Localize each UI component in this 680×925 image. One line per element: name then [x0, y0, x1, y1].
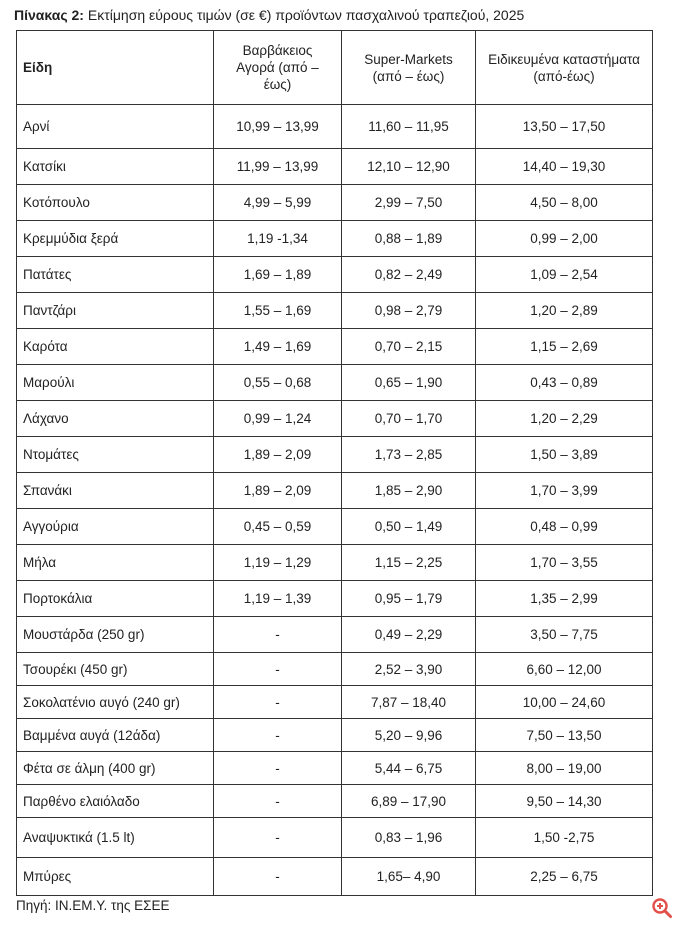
item-cell: Αγγούρια	[17, 509, 214, 545]
item-cell: Καρότα	[17, 329, 214, 365]
specialty-price-cell: 0,48 – 0,99	[476, 509, 653, 545]
specialty-price-cell: 0,99 – 2,00	[476, 221, 653, 257]
specialty-price-cell: 1,50 – 3,89	[476, 437, 653, 473]
supermarket-price-cell: 0,95 – 1,79	[342, 581, 476, 617]
market-price-cell: 1,69 – 1,89	[214, 257, 342, 293]
item-cell: Φέτα σε άλμη (400 gr)	[17, 752, 214, 785]
source-note: Πηγή: ΙΝ.ΕΜ.Υ. της ΕΣΕΕ	[16, 898, 170, 913]
supermarket-price-cell: 0,70 – 1,70	[342, 401, 476, 437]
market-price-cell: -	[214, 686, 342, 719]
supermarket-price-cell: 5,44 – 6,75	[342, 752, 476, 785]
table-row	[17, 257, 653, 293]
market-price-cell: 1,55 – 1,69	[214, 293, 342, 329]
market-price-cell: 0,45 – 0,59	[214, 509, 342, 545]
header-items: Είδη	[17, 31, 214, 105]
specialty-price-cell: 1,20 – 2,89	[476, 293, 653, 329]
supermarket-price-cell: 0,83 – 1,96	[342, 818, 476, 858]
specialty-price-cell: 0,43 – 0,89	[476, 365, 653, 401]
item-cell: Κρεμμύδια ξερά	[17, 221, 214, 257]
market-price-cell: 11,99 – 13,99	[214, 149, 342, 185]
specialty-price-cell: 1,09 – 2,54	[476, 257, 653, 293]
specialty-price-cell: 2,25 – 6,75	[476, 858, 653, 896]
table-row	[17, 185, 653, 221]
item-cell: Μαρούλι	[17, 365, 214, 401]
item-cell: Λάχανο	[17, 401, 214, 437]
item-cell: Κατσίκι	[17, 149, 214, 185]
table-row	[17, 617, 653, 653]
market-price-cell: 0,55 – 0,68	[214, 365, 342, 401]
specialty-price-cell: 1,50 -2,75	[476, 818, 653, 858]
specialty-price-cell: 13,50 – 17,50	[476, 105, 653, 149]
market-price-cell: -	[214, 858, 342, 896]
item-cell: Τσουρέκι (450 gr)	[17, 653, 214, 686]
table-row	[17, 293, 653, 329]
market-price-cell: 1,89 – 2,09	[214, 437, 342, 473]
supermarket-price-cell: 0,82 – 2,49	[342, 257, 476, 293]
table-row	[17, 365, 653, 401]
header-market	[214, 31, 342, 105]
item-cell: Παντζάρι	[17, 293, 214, 329]
table-row	[17, 719, 653, 752]
caption-prefix: Πίνακας 2:	[14, 7, 84, 23]
header-row	[17, 31, 653, 105]
specialty-price-cell: 8,00 – 19,00	[476, 752, 653, 785]
market-price-cell: -	[214, 719, 342, 752]
item-cell: Κοτόπουλο	[17, 185, 214, 221]
supermarket-price-cell: 0,88 – 1,89	[342, 221, 476, 257]
item-cell: Μουστάρδα (250 gr)	[17, 617, 214, 653]
specialty-price-cell: 10,00 – 24,60	[476, 686, 653, 719]
market-price-cell: 1,19 – 1,39	[214, 581, 342, 617]
supermarket-price-cell: 7,87 – 18,40	[342, 686, 476, 719]
header-specialty	[476, 31, 653, 105]
table-row	[17, 818, 653, 858]
header-supermarkets	[342, 31, 476, 105]
supermarket-price-cell: 0,49 – 2,29	[342, 617, 476, 653]
specialty-price-cell: 1,70 – 3,55	[476, 545, 653, 581]
specialty-price-cell: 14,40 – 19,30	[476, 149, 653, 185]
header-specialty-text: Ειδικευμένα καταστήματα (από-έως)	[488, 51, 640, 84]
zoom-in-icon[interactable]	[651, 897, 673, 919]
specialty-price-cell: 9,50 – 14,30	[476, 785, 653, 818]
supermarket-price-cell: 12,10 – 12,90	[342, 149, 476, 185]
item-cell: Ντομάτες	[17, 437, 214, 473]
table-row	[17, 545, 653, 581]
header-market-text: Βαρβάκειος Αγορά (από – έως)	[236, 43, 319, 92]
table-row	[17, 509, 653, 545]
table-row	[17, 858, 653, 896]
table-row	[17, 653, 653, 686]
supermarket-price-cell: 0,70 – 2,15	[342, 329, 476, 365]
specialty-price-cell: 1,20 – 2,29	[476, 401, 653, 437]
specialty-price-cell: 6,60 – 12,00	[476, 653, 653, 686]
supermarket-price-cell: 0,65 – 1,90	[342, 365, 476, 401]
supermarket-price-cell: 6,89 – 17,90	[342, 785, 476, 818]
table-row	[17, 752, 653, 785]
item-cell: Βαμμένα αυγά (12άδα)	[17, 719, 214, 752]
supermarket-price-cell: 5,20 – 9,96	[342, 719, 476, 752]
supermarket-price-cell: 11,60 – 11,95	[342, 105, 476, 149]
table-row	[17, 581, 653, 617]
price-table	[16, 30, 653, 896]
supermarket-price-cell: 1,85 – 2,90	[342, 473, 476, 509]
item-cell: Αρνί	[17, 105, 214, 149]
item-cell: Πορτοκάλια	[17, 581, 214, 617]
supermarket-price-cell: 0,50 – 1,49	[342, 509, 476, 545]
market-price-cell: -	[214, 785, 342, 818]
market-price-cell: 1,89 – 2,09	[214, 473, 342, 509]
table-row	[17, 329, 653, 365]
table-row	[17, 785, 653, 818]
market-price-cell: 1,49 – 1,69	[214, 329, 342, 365]
market-price-cell: 10,99 – 13,99	[214, 105, 342, 149]
supermarket-price-cell: 2,99 – 7,50	[342, 185, 476, 221]
specialty-price-cell: 7,50 – 13,50	[476, 719, 653, 752]
item-cell: Πατάτες	[17, 257, 214, 293]
supermarket-price-cell: 2,52 – 3,90	[342, 653, 476, 686]
market-price-cell: -	[214, 653, 342, 686]
market-price-cell: 1,19 -1,34	[214, 221, 342, 257]
item-cell: Παρθένο ελαιόλαδο	[17, 785, 214, 818]
table-row	[17, 105, 653, 149]
market-price-cell: 0,99 – 1,24	[214, 401, 342, 437]
item-cell: Μήλα	[17, 545, 214, 581]
table-row	[17, 686, 653, 719]
table-row	[17, 437, 653, 473]
supermarket-price-cell: 1,15 – 2,25	[342, 545, 476, 581]
market-price-cell: -	[214, 752, 342, 785]
specialty-price-cell: 3,50 – 7,75	[476, 617, 653, 653]
specialty-price-cell: 1,15 – 2,69	[476, 329, 653, 365]
header-supermarkets-text: Super-Markets (από – έως)	[364, 51, 453, 84]
specialty-price-cell: 1,35 – 2,99	[476, 581, 653, 617]
market-price-cell: -	[214, 617, 342, 653]
table-row	[17, 473, 653, 509]
item-cell: Αναψυκτικά (1.5 lt)	[17, 818, 214, 858]
table-row	[17, 149, 653, 185]
table-row	[17, 401, 653, 437]
specialty-price-cell: 4,50 – 8,00	[476, 185, 653, 221]
item-cell: Σπανάκι	[17, 473, 214, 509]
market-price-cell: -	[214, 818, 342, 858]
table-caption	[14, 7, 524, 23]
specialty-price-cell: 1,70 – 3,99	[476, 473, 653, 509]
supermarket-price-cell: 1,73 – 2,85	[342, 437, 476, 473]
market-price-cell: 1,19 – 1,29	[214, 545, 342, 581]
supermarket-price-cell: 1,65– 4,90	[342, 858, 476, 896]
item-cell: Μπύρες	[17, 858, 214, 896]
caption-text: Εκτίμηση εύρους τιμών (σε €) προϊόντων πασχαλινού τραπεζιού, 2025	[83, 7, 525, 23]
market-price-cell: 4,99 – 5,99	[214, 185, 342, 221]
supermarket-price-cell: 0,98 – 2,79	[342, 293, 476, 329]
item-cell: Σοκολατένιο αυγό (240 gr)	[17, 686, 214, 719]
table-row	[17, 221, 653, 257]
